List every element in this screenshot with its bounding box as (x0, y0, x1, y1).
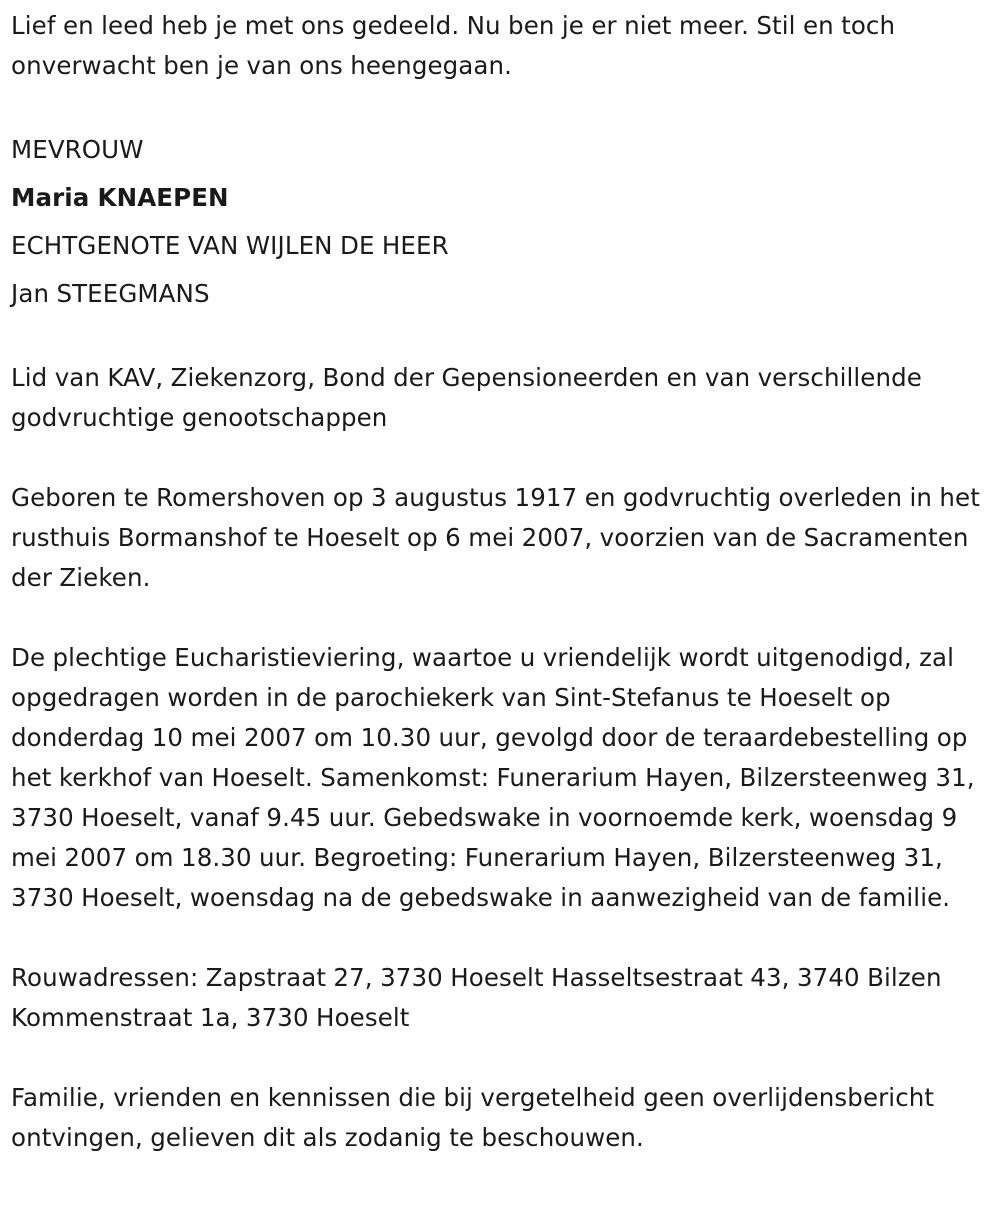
memberships-text: Lid van KAV, Ziekenzorg, Bond der Gepensioneerden en van verschillende godvruchtige genootschappen (11, 363, 922, 432)
obituary-notice (11, 6, 996, 1158)
salutation: MEVROUW (11, 135, 144, 164)
closing-text: Familie, vrienden en kennissen die bij vergetelheid geen overlijdensbericht ontvingen, gelieven dit als zodanig te beschouwen. (11, 1083, 935, 1152)
spouse-name: Jan STEEGMANS (11, 279, 210, 308)
birth-death-text: Geboren te Romershoven op 3 augustus 1917 en godvruchtig overleden in het rusthuis Bormanshof te Hoeselt op 6 mei 2007, voorzien van de Sacramenten der Zieken. (11, 483, 980, 592)
ceremony-text: De plechtige Eucharistieviering, waartoe u vriendelijk wordt uitgenodigd, zal opgedragen worden in de parochiekerk van Sint-Stefanus te Hoeselt op donderdag 10 mei 2007 om 10.30 uur, gevolgd door de teraardebestelling op het kerkhof van Hoeselt. Samenkomst: Funerarium Hayen, Bilzersteenweg 31, 3730 Hoeselt, vanaf 9.45 uur. Gebedswake in voornoemde kerk, woensdag 9 mei 2007 om 18.30 uur. Begroeting: Funerarium Hayen, Bilzersteenweg 31, 3730 Hoeselt, woensdag na de gebedswake in aanwezigheid van de familie. (11, 643, 975, 912)
spouse-title: ECHTGENOTE VAN WIJLEN DE HEER (11, 231, 449, 260)
deceased-name: Maria KNAEPEN (11, 183, 229, 212)
intro-text: Lief en leed heb je met ons gedeeld. Nu ben je er niet meer. Stil en toch onverwacht ben je van ons heengegaan. (11, 11, 896, 80)
addresses-text: Rouwadressen: Zapstraat 27, 3730 Hoeselt Hasseltsestraat 43, 3740 Bilzen Kommenstraat 1a, 3730 Hoeselt (11, 963, 942, 1032)
